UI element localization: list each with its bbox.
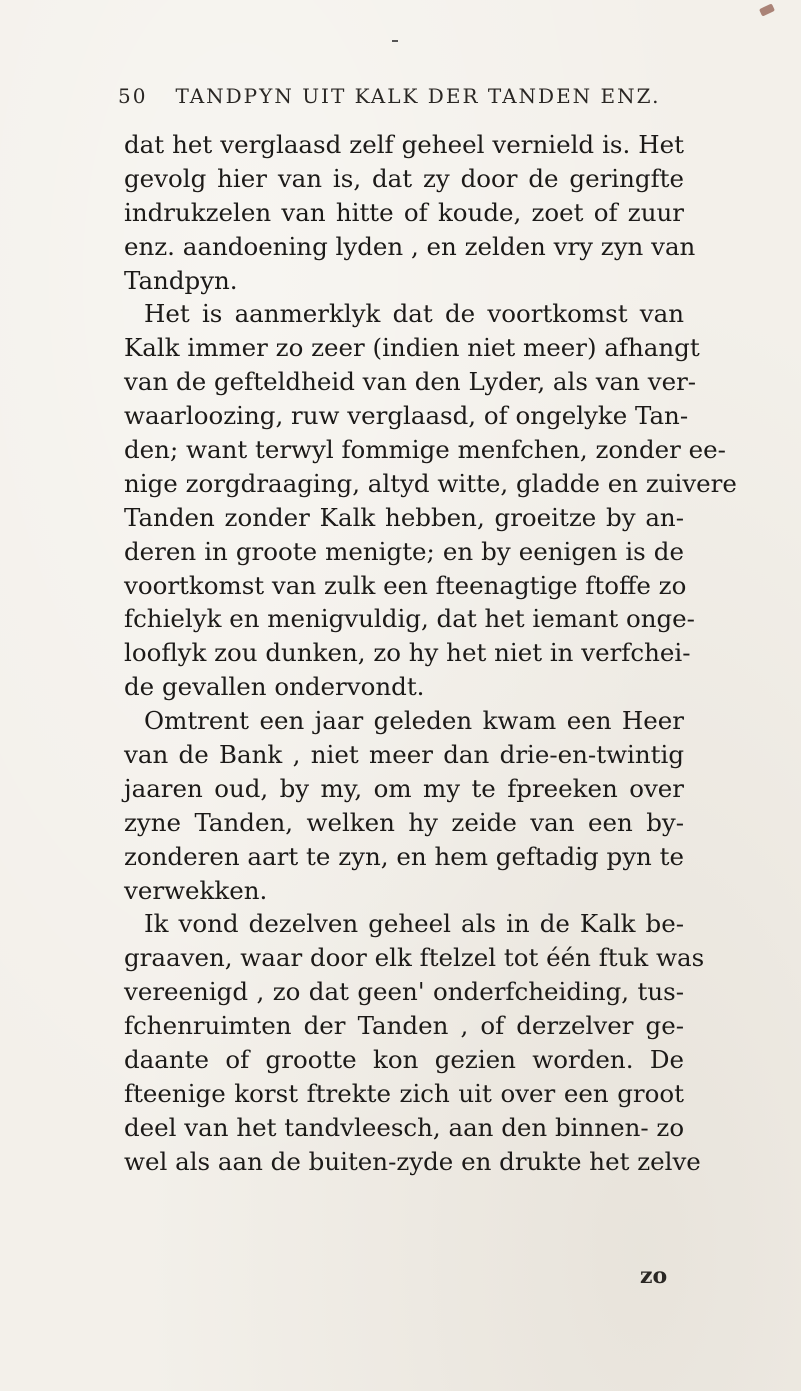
text-line: nige zorgdraaging, altyd witte, gladde en zuivere [124, 468, 737, 498]
text-line: fchielyk en menigvuldig, dat het iemant onge- [124, 604, 695, 634]
text-line: verwekken. [124, 875, 268, 905]
text-line: van de gefteldheid van den Lyder, als van ver- [124, 367, 697, 397]
text-line: wel als aan de buiten-zyde en drukte het zelve [124, 1146, 701, 1176]
page-number: 50 [118, 84, 148, 108]
running-title: TANDPYN UIT KALK DER TANDEN ENZ. [175, 84, 661, 108]
running-header [118, 84, 661, 108]
text-line: zonderen aart te zyn, en hem geftadig pyn te [124, 841, 684, 871]
text-line: fteenige korst ftrekte zich uit over een groot [124, 1078, 684, 1108]
catchword: zo [640, 1263, 668, 1289]
text-line: zyne Tanden, welken hy zeide van een by- [124, 807, 684, 837]
text-line: van de Bank , niet meer dan drie-en-twintig [124, 740, 684, 770]
text-line: de gevallen ondervondt. [124, 672, 425, 702]
text-line: Tanden zonder Kalk hebben, groeitze by an- [124, 502, 684, 532]
text-line: enz. aandoening lyden , en zelden vry zyn van [124, 231, 696, 261]
text-line: Omtrent een jaar geleden kwam een Heer [144, 706, 684, 736]
text-line: waarloozing, ruw verglaasd, of ongelyke Tan- [124, 401, 689, 431]
text-line: den; want terwyl fommige menfchen, zonder ee- [124, 435, 726, 465]
text-line: dat het verglaasd zelf geheel vernield is. Het [124, 130, 684, 159]
text-line: jaaren oud, by my, om my te fpreeken over [124, 773, 684, 803]
text-line: Tandpyn. [124, 265, 238, 295]
text-line: indrukzelen van hitte of koude, zoet of zuur [124, 197, 684, 227]
text-line: voortkomst van zulk een fteenagtige ftoffe zo [124, 570, 687, 600]
paper-mark [392, 40, 398, 42]
text-line: vereenigd , zo dat geen' onderfcheiding, tus- [124, 977, 684, 1007]
text-line: deel van het tandvleesch, aan den binnen- zo [124, 1112, 685, 1142]
text-line: Ik vond dezelven geheel als in de Kalk be- [144, 909, 684, 939]
text-line: Het is aanmerklyk dat de voortkomst van [144, 299, 684, 329]
text-line: fchenruimten der Tanden , of derzelver ge- [124, 1011, 684, 1041]
text-line: looflyk zou dunken, zo hy het niet in verfchei- [124, 638, 691, 668]
text-line: graaven, waar door elk ftelzel tot één ftuk was [124, 943, 705, 973]
text-line: daante of grootte kon gezien worden. De [124, 1045, 684, 1075]
text-line: deren in groote menigte; en by eenigen is de [124, 536, 684, 566]
text-line: gevolg hier van is, dat zy door de geringfte [124, 163, 684, 193]
body-text [124, 128, 737, 1179]
paper-stain [759, 3, 775, 16]
text-line: Kalk immer zo zeer (indien niet meer) afhangt [124, 333, 700, 363]
